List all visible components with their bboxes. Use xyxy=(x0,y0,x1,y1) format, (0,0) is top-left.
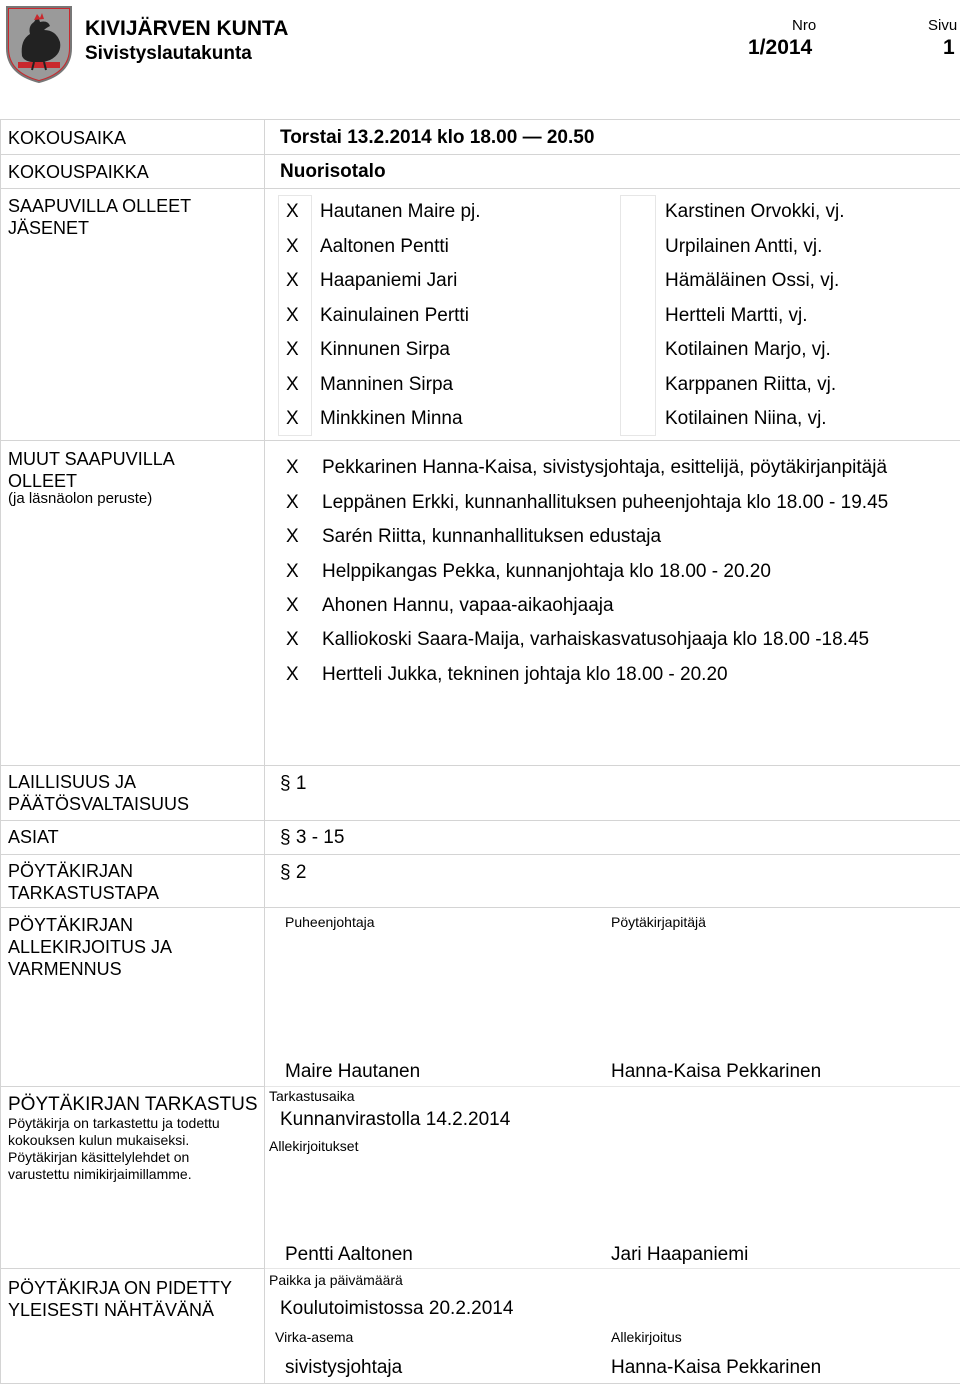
deputy-name: Kotilainen Niina, vj. xyxy=(665,408,827,429)
place-date-label: Paikka ja päivämäärä xyxy=(269,1272,403,1288)
member-mark: X xyxy=(286,339,299,360)
position-value: sivistysjohtaja xyxy=(285,1357,403,1378)
member-mark: X xyxy=(286,270,299,291)
chair-name: Maire Hautanen xyxy=(285,1061,421,1082)
member-name: Kainulainen Pertti xyxy=(320,305,469,326)
member-mark: X xyxy=(286,305,299,326)
meeting-time-label: KOKOUSAIKA xyxy=(8,128,127,148)
member-name: Hautanen Maire pj. xyxy=(320,201,481,222)
other-attendee: Sarén Riitta, kunnanhallituksen edustaja xyxy=(322,526,662,547)
review-label: PÖYTÄKIRJAN TARKASTUS xyxy=(8,1094,258,1115)
review-signer-1: Pentti Aaltonen xyxy=(285,1244,413,1265)
page-value: 1 xyxy=(943,36,955,59)
deputy-name: Hertteli Martti, vj. xyxy=(665,305,808,326)
meeting-time-value: Torstai 13.2.2014 klo 18.00 — 20.50 xyxy=(280,127,595,148)
member-mark: X xyxy=(286,236,299,257)
deputy-name: Hämäläinen Ossi, vj. xyxy=(665,270,840,291)
secretary-label: Pöytäkirjapitäjä xyxy=(611,914,706,930)
other-attendee: Leppänen Erkki, kunnanhallituksen puheenjohtaja klo 18.00 - 19.45 xyxy=(322,492,889,513)
others-sublabel: (ja läsnäolon peruste) xyxy=(8,490,153,507)
members-label: SAAPUVILLA OLLEET JÄSENET xyxy=(8,196,192,238)
board-name: Sivistyslautakunta xyxy=(85,43,252,64)
legality-value: § 1 xyxy=(280,773,307,794)
review-method-label: PÖYTÄKIRJAN TARKASTUSTAPA xyxy=(8,861,160,903)
member-mark: X xyxy=(286,374,299,395)
place-date-value: Koulutoimistossa 20.2.2014 xyxy=(280,1298,514,1319)
review-time-value: Kunnanvirastolla 14.2.2014 xyxy=(280,1109,511,1130)
member-name: Kinnunen Sirpa xyxy=(320,339,450,360)
review-signer-2: Jari Haapaniemi xyxy=(611,1244,749,1265)
review-description: Pöytäkirja on tarkastettu ja todettu kokouksen kulun mukaiseksi. Pöytäkirjan käsittelylehdet on varustettu nimikirjaimillamme. xyxy=(8,1115,220,1182)
other-attendee: Helppikangas Pekka, kunnanjohtaja klo 18.00 - 20.20 xyxy=(322,561,771,582)
other-mark: X xyxy=(286,526,299,547)
member-name: Aaltonen Pentti xyxy=(320,236,449,257)
nro-value: 1/2014 xyxy=(748,36,813,59)
member-mark: X xyxy=(286,408,299,429)
review-method-value: § 2 xyxy=(280,862,307,883)
other-mark: X xyxy=(286,629,299,650)
public-label: PÖYTÄKIRJA ON PIDETTY YLEISESTI NÄHTÄVÄNÄ xyxy=(8,1278,233,1320)
secretary-name: Hanna-Kaisa Pekkarinen xyxy=(611,1061,822,1082)
review-time-label: Tarkastusaika xyxy=(269,1088,355,1104)
signature-label: Allekirjoitus xyxy=(611,1329,682,1345)
other-attendee: Hertteli Jukka, tekninen johtaja klo 18.00 - 20.20 xyxy=(322,664,728,685)
coat-of-arms-logo xyxy=(4,4,74,84)
other-mark: X xyxy=(286,492,299,513)
matters-label: ASIAT xyxy=(8,827,59,847)
others-label: MUUT SAAPUVILLA OLLEET xyxy=(8,449,175,491)
other-attendee: Kalliokoski Saara-Maija, varhaiskasvatusohjaaja klo 18.00 -18.45 xyxy=(322,629,870,650)
chair-label: Puheenjohtaja xyxy=(285,914,375,930)
deputy-name: Kotilainen Marjo, vj. xyxy=(665,339,831,360)
member-name: Haapaniemi Jari xyxy=(320,270,458,291)
signatures-label: PÖYTÄKIRJAN ALLEKIRJOITUS JA VARMENNUS xyxy=(8,915,173,979)
page-label: Sivu xyxy=(928,17,958,34)
municipality-name: KIVIJÄRVEN KUNTA xyxy=(85,17,289,40)
other-mark: X xyxy=(286,595,299,616)
deputy-name: Karstinen Orvokki, vj. xyxy=(665,201,845,222)
nro-label: Nro xyxy=(792,17,817,34)
other-attendee: Ahonen Hannu, vapaa-aikaohjaaja xyxy=(322,595,614,616)
position-label: Virka-asema xyxy=(275,1329,354,1345)
other-mark: X xyxy=(286,561,299,582)
deputy-name: Urpilainen Antti, vj. xyxy=(665,236,823,257)
review-signatures-label: Allekirjoitukset xyxy=(269,1138,359,1154)
meeting-place-label: KOKOUSPAIKKA xyxy=(8,162,149,182)
deputy-name: Karppanen Riitta, vj. xyxy=(665,374,837,395)
member-name: Manninen Sirpa xyxy=(320,374,454,395)
signature-value: Hanna-Kaisa Pekkarinen xyxy=(611,1357,822,1378)
meeting-place-value: Nuorisotalo xyxy=(280,161,386,182)
matters-value: § 3 - 15 xyxy=(280,827,345,848)
legality-label: LAILLISUUS JA PÄÄTÖSVALTAISUUS xyxy=(8,772,190,814)
member-name: Minkkinen Minna xyxy=(320,408,463,429)
member-mark: X xyxy=(286,201,299,222)
other-attendee: Pekkarinen Hanna-Kaisa, sivistysjohtaja, esittelijä, pöytäkirjanpitäjä xyxy=(322,457,888,478)
other-mark: X xyxy=(286,664,299,685)
other-mark: X xyxy=(286,457,299,478)
